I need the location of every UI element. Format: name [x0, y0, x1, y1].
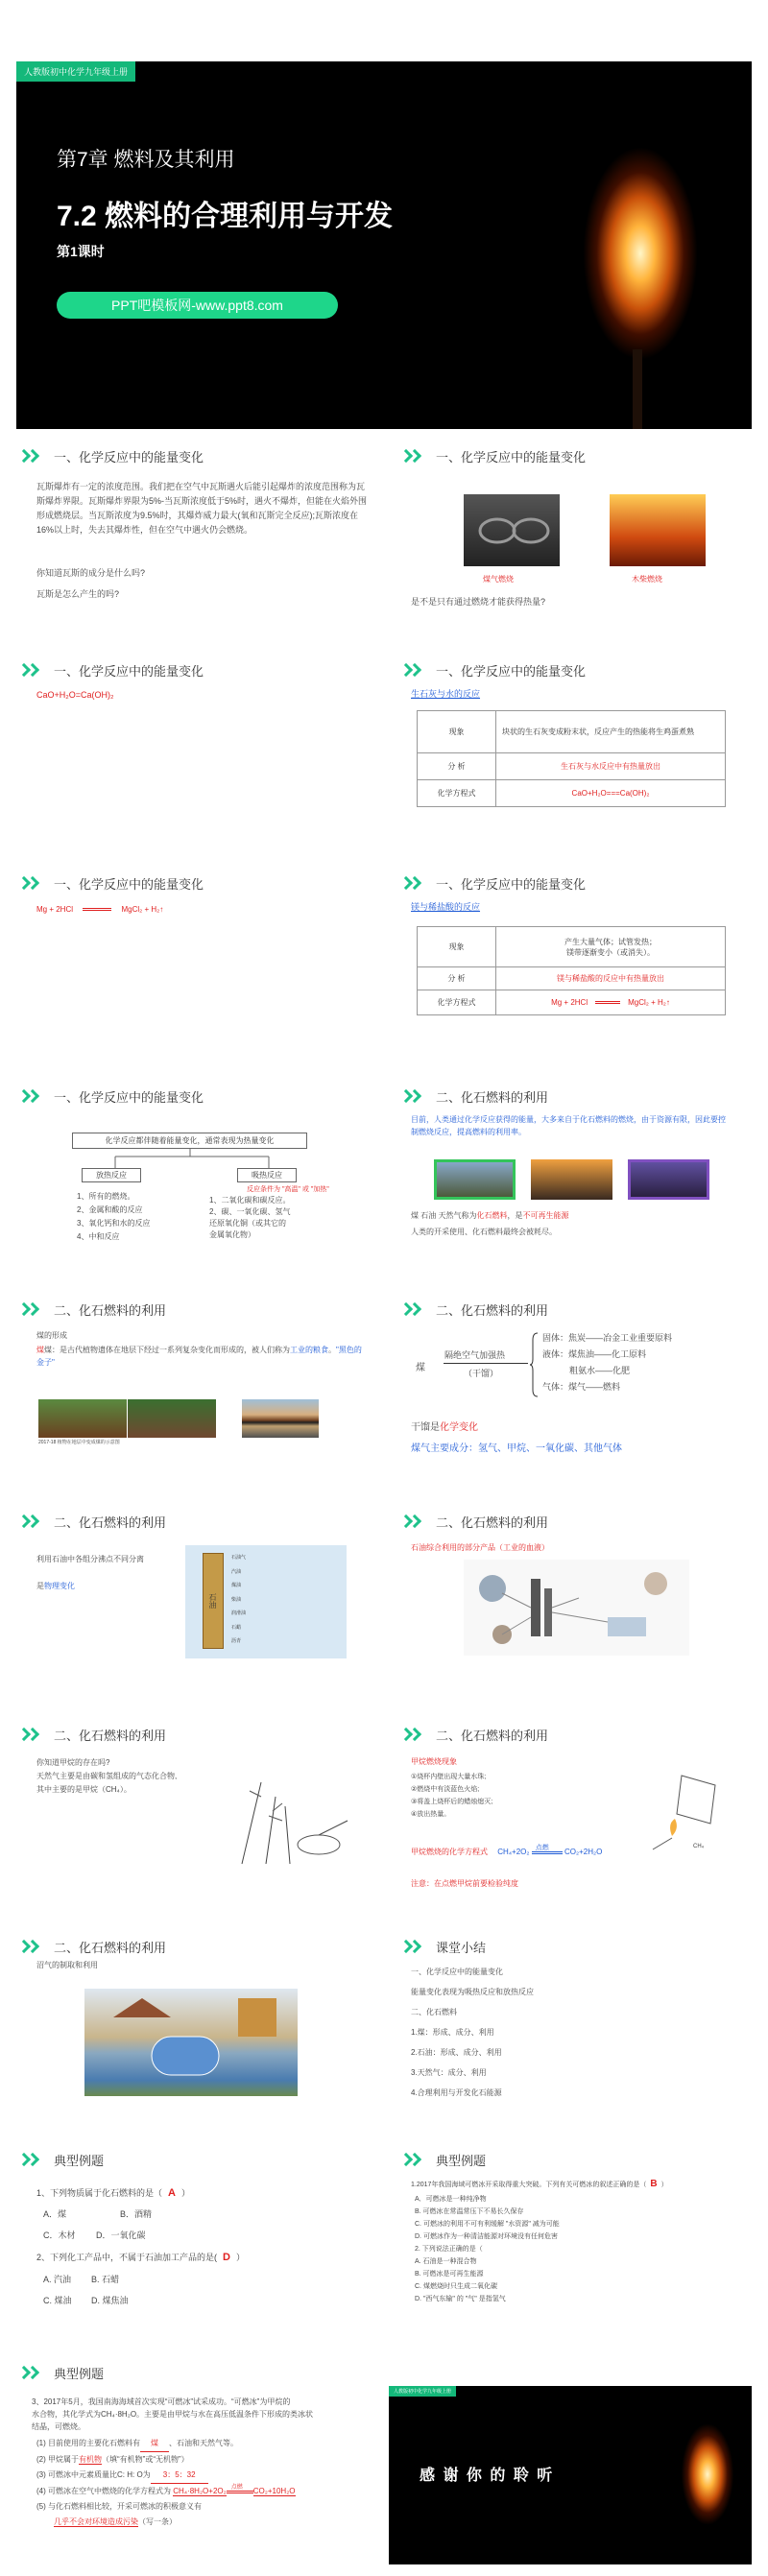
tree-connector	[77, 1149, 307, 1168]
summary-line: 二、化石燃料	[411, 2008, 457, 2016]
equation-cao: CaO+H₂O=Ca(OH)₂	[36, 690, 114, 700]
q1-option-d: D．一氧化碳	[96, 2230, 146, 2240]
cover-tag: 人教版初中化学九年级上册	[16, 61, 135, 82]
coal-formation-text: 煤煤：是古代植物遗体在地层下经过一系列复杂变化而形成的，被人们称为工业的粮食。"黑色的金子"	[36, 1346, 362, 1367]
site-pill: PPT吧模板网-www.ppt8.com	[57, 292, 338, 319]
chevron-icon	[401, 449, 426, 463]
q2-option-d: D. 煤焦油	[91, 2296, 129, 2305]
q1-option-a: A．煤	[43, 2209, 67, 2219]
brace-icon	[530, 1332, 540, 1397]
cell-value: Mg + 2HCl MgCl₂ + H₂↑	[496, 990, 726, 1015]
chevron-icon	[401, 1940, 426, 1953]
question-1-stem: 1、下列物质属于化石燃料的是（ A ）	[36, 2187, 190, 2199]
gas-explosion-text: 瓦斯爆炸有一定的浓度范围。我们把在空气中瓦斯遇火后能引起爆炸的浓度范围称为瓦斯爆炸界限。瓦斯爆炸界限为5%-当瓦斯浓度低于5%时，遇火不爆炸，但能在火焰外围形成燃烧层。当瓦斯浓度为9.5%时，其爆炸威力最大(氧和瓦斯完全反应);瓦斯浓度在16%以上时，失去其爆炸性，但在空气中遇火仍会燃烧。	[36, 482, 368, 535]
section-header: 二、化石燃料的利用	[19, 1725, 166, 1744]
summary-line: 2.石油：形成、成分、利用	[411, 2048, 502, 2057]
forest-image	[38, 1399, 127, 1438]
end-flame-image	[658, 2386, 752, 2564]
chevron-icon	[401, 876, 426, 890]
q2-option-c: C. 煤油	[43, 2296, 72, 2305]
coal-formation-title: 煤的形成	[36, 1331, 67, 1340]
q2-option-a: A. 汽油	[43, 2275, 72, 2284]
question-2-stem: 2、下列化工产品中，不属于石油加工产品的是( D ）	[36, 2252, 245, 2263]
ice-option-line: C. 煤燃烧时只生成二氧化碳	[415, 2283, 497, 2290]
summary-line: 1.煤：形成、成分、利用	[411, 2028, 494, 2037]
tower-item: 石油气	[231, 1555, 247, 1561]
biogas-digester-image	[84, 1989, 298, 2096]
section-header: 一、化学反应中的能量变化	[401, 873, 586, 893]
section-header: 一、化学反应中的能量变化	[401, 446, 586, 465]
distill-products: 固体：焦炭——冶金工业重要原料 液体：煤焦油——化工原料 粗氨水——化肥 气体：煤气——燃料	[542, 1333, 673, 1392]
q1-option-c: C．木材	[43, 2230, 76, 2240]
chevron-icon	[19, 2366, 44, 2379]
ice-options	[415, 2193, 560, 2305]
dry-distill-label: 隔绝空气加强热	[444, 1350, 506, 1360]
section-header: 一、化学反应中的能量变化	[19, 873, 204, 893]
wood-fire-image	[610, 494, 706, 566]
chevron-icon	[401, 1302, 426, 1316]
chevron-icon	[19, 2153, 44, 2166]
matchstick-image	[633, 349, 642, 429]
physical-change-text: 是物理变化	[36, 1582, 75, 1590]
ice-question: 1.2017年我国海域可燃冰开采取得重大突破。下列有关可燃冰的叙述正确的是（ B ）	[411, 2179, 668, 2189]
chevron-icon	[401, 1515, 426, 1528]
tower-item: 石蜡	[231, 1624, 242, 1631]
subtitle-mg: 镁与稀盐酸的反应	[411, 902, 481, 912]
cell-value: 生石灰与水反应中有热量放出	[496, 753, 726, 780]
q1-option-b: B．酒精	[120, 2209, 153, 2219]
fossil-fuel-line: 煤 石油 天然气称为化石燃料，是不可再生能源	[411, 1211, 569, 1220]
cell-value: 产生大量气体；试管发热； 镁带逐渐变小（或消失）。	[496, 927, 726, 967]
cell-value: 块状的生石灰变成粉末状，反应产生的热能将生鸡蛋煮熟	[496, 711, 726, 753]
coal-label: 煤	[416, 1363, 425, 1373]
methane-title: 甲烷燃烧现象	[411, 1757, 457, 1766]
session-label: 第1课时	[57, 244, 105, 259]
subtitle-quicklime: 生石灰与水的反应	[411, 689, 481, 699]
match-flame-image	[544, 61, 752, 429]
ice-option-line: A. 石油是一种混合物	[415, 2258, 477, 2265]
ice-option-line: B. 可燃冰是可再生能源	[415, 2271, 484, 2278]
section-header: 二、化石燃料的利用	[19, 1512, 166, 1531]
equation-mg: Mg + 2HCl MgCl₂ + H₂↑	[36, 905, 164, 914]
section-header: 典型例题	[19, 2150, 104, 2169]
ice-option-line: D. "西气东输" 的 "气" 是指氢气	[415, 2296, 506, 2302]
cover-slide	[16, 61, 752, 429]
energy-change-box: 化学反应都伴随着能量变化，通常表现为热量变化	[72, 1133, 307, 1149]
thanks-text: 感 谢 你 的 聆 听	[420, 2468, 555, 2484]
gas-platform-image	[628, 1159, 709, 1200]
cell-key: 化学方程式	[418, 990, 496, 1015]
cell-value: CaO+H₂O===Ca(OH)₂	[496, 780, 726, 807]
cell-key: 现象	[418, 927, 496, 967]
tower-item: 煤油	[231, 1583, 242, 1588]
ice-option-line: C. 可燃冰的利用不可有利缓解 "水资源" 减为可能	[415, 2221, 560, 2228]
chevron-icon	[19, 876, 44, 890]
dry-distill-note: （干馏）	[464, 1369, 499, 1378]
section-header: 一、化学反应中的能量变化	[401, 660, 586, 680]
q3-stem: 3、2017年5月，我国南海海域首次实现“可燃冰”试采成功。“可燃冰”为甲烷的 水合物，其化学式为CH₄·8H₂O。主要是由甲烷与水在高压低温条件下形成的类冰状 结晶，可燃烧。	[32, 2397, 314, 2431]
section-header: 二、化石燃料的利用	[19, 1937, 166, 1956]
depletion-line: 人类的开采使用、化石燃料最终会被耗尽。	[411, 1228, 557, 1236]
section-header: 典型例题	[401, 2150, 486, 2169]
caption-wood: 木柴燃烧	[632, 575, 662, 584]
arrow-line	[444, 1363, 528, 1364]
beaker-flame-image	[643, 1771, 725, 1852]
q2-option-b: B. 石蜡	[91, 2275, 120, 2284]
purity-note: 注意：在点燃甲烷前要检验纯度	[411, 1879, 518, 1888]
section-header: 一、化学反应中的能量变化	[19, 1086, 204, 1106]
methane-observations: ①烧杯内壁出现大量水珠; ②燃烧中有淡蓝色火焰; ③将盖上烧杯后的蜡烛熄灭; ④放出热量。	[411, 1774, 493, 1818]
ice-option-line: D. 可燃冰作为一种清洁能源对环境没有任何危害	[415, 2233, 558, 2240]
cell-key: 分 析	[418, 753, 496, 780]
caption-gas: 煤气燃烧	[483, 575, 514, 584]
gas-components: 煤气主要成分：氢气、甲烷、一氧化碳、其他气体	[411, 1443, 622, 1454]
summary-line: 一、化学反应中的能量变化	[411, 1968, 503, 1976]
thanks-slide	[389, 2386, 752, 2564]
chevron-icon	[19, 449, 44, 463]
section-header: 二、化石燃料的利用	[401, 1512, 548, 1531]
chevron-icon	[19, 663, 44, 677]
summary-line: 3.天然气：成分、利用	[411, 2068, 487, 2077]
swamp-image	[128, 1399, 216, 1438]
lesson-title: 7.2 燃料的合理利用与开发	[57, 201, 394, 232]
chevron-icon	[19, 1302, 44, 1316]
question-2: 瓦斯是怎么产生的吗?	[36, 589, 120, 599]
tower-item-list	[231, 1551, 246, 1649]
distillation-tower-image: 石油 石油气 汽油 煤油 柴油 润滑油 石蜡 沥青	[185, 1545, 347, 1658]
coal-image-caption: 2017-18 植物在地层中变成煤的示意图	[38, 1440, 120, 1445]
condition-note: 反应条件为 "高温" 或 "加热"	[247, 1186, 329, 1193]
petroleum-products-image	[464, 1560, 689, 1656]
oil-pump-image	[531, 1159, 612, 1200]
magnesium-table	[417, 926, 726, 1015]
chevron-icon	[401, 1089, 426, 1103]
biogas-title: 沼气的制取和利用	[36, 1961, 98, 1969]
section-header: 一、化学反应中的能量变化	[19, 660, 204, 680]
exothermic-box: 放热反应	[82, 1168, 141, 1182]
coal-layer-image	[242, 1399, 319, 1438]
endothermic-box: 吸热反应	[237, 1168, 297, 1182]
ice-option-line: A．可燃冰是一种纯净物	[415, 2196, 487, 2203]
chevron-icon	[19, 1940, 44, 1953]
summary-line: 4.合理利用与开发化石能源	[411, 2088, 502, 2097]
chevron-icon	[401, 2153, 426, 2166]
section-header: 二、化石燃料的利用	[401, 1725, 548, 1744]
chevron-icon	[401, 663, 426, 677]
petroleum-products-title: 石油综合利用的部分产品（工业的血液）	[411, 1543, 549, 1552]
section-header: 课堂小结	[401, 1937, 486, 1956]
section-header: 典型例题	[19, 2363, 104, 2382]
ch4-label: CH₄	[693, 1844, 705, 1849]
summary-line: 能量变化表现为吸热反应和放热反应	[411, 1988, 534, 1996]
cell-key: 分 析	[418, 967, 496, 990]
summary-list	[411, 1962, 534, 2103]
question-1: 你知道瓦斯的成分是什么吗?	[36, 568, 146, 578]
q3-items: (1) 目前使用的主要化石燃料有 煤 、石油和天然气等。 (2) 甲烷属于有机物（填“有机物”或“无机物”） (3) 可燃冰中元素质量比C: H: O为 3：5：32 (4) 可燃冰在空气中燃烧的化学方程式为 CH₄·8H₂O+2O₂ 点燃 CO₂+10H₂O (5) 与化石燃料相比较，开采可燃冰的积极意义有 几乎不会对环境造成污染（写一条）	[36, 2436, 296, 2530]
chevron-icon	[19, 1089, 44, 1103]
ice-option-line: 2. 下列说法正确的是（	[415, 2246, 483, 2253]
cell-key: 化学方程式	[418, 780, 496, 807]
tower-item: 柴油	[231, 1596, 242, 1603]
chapter-title: 第7章 燃料及其利用	[57, 149, 235, 171]
tower-item: 汽油	[231, 1568, 242, 1575]
question-heat: 是不是只有通过燃烧才能获得热量?	[411, 597, 546, 607]
end-tag: 人教版初中化学九年级上册	[389, 2386, 456, 2397]
section-header: 二、化石燃料的利用	[401, 1086, 548, 1106]
fossil-intro-text: 目前，人类通过化学反应获得的能量，大多来自于化石燃料的燃烧，由于资源有限，因此要控制燃烧反应，提高燃料的利用率。	[411, 1115, 726, 1136]
tower-item: 沥青	[231, 1638, 242, 1644]
section-header: 二、化石燃料的利用	[401, 1300, 548, 1319]
section-header: 二、化石燃料的利用	[19, 1300, 166, 1319]
coal-mine-image	[434, 1159, 516, 1200]
chevron-icon	[19, 1515, 44, 1528]
cell-value: 镁与稀盐酸的反应中有热量放出	[496, 967, 726, 990]
chevron-icon	[401, 1728, 426, 1741]
chevron-icon	[19, 1728, 44, 1741]
distill-is-chemical: 干馏是化学变化	[411, 1422, 478, 1433]
endothermic-list: 1、二氧化碳和碳反应。 2、碳、一氧化碳、氢气 还原氧化铜（或其它的 金属氧化物）	[209, 1196, 291, 1239]
fractional-distill-text: 利用石油中各组分沸点不同分离	[36, 1555, 144, 1563]
methane-equation: 甲烷燃烧的化学方程式 CH₄+2O₂ 点燃 CO₂+2H₂O	[411, 1844, 603, 1856]
exothermic-list: 1、所有的燃烧。 2、金属和酸的反应 3、氧化钙和水的反应 4、中和反应	[77, 1192, 151, 1241]
tower-item: 润滑油	[231, 1610, 247, 1616]
gas-stove-image	[464, 494, 560, 566]
section-header: 一、化学反应中的能量变化	[19, 446, 204, 465]
ice-option-line: B. 可燃冰在常温常压下不易长久保存	[415, 2208, 524, 2215]
quicklime-table	[417, 710, 726, 807]
natural-gas-text: 你知道甲烷的存在吗? 天然气主要是由碳和氢组成的气态化合物, 其中主要的是甲烷（CH₄）。	[36, 1758, 178, 1794]
bamboo-drawing-image	[223, 1777, 352, 1869]
cell-key: 现象	[418, 711, 496, 753]
